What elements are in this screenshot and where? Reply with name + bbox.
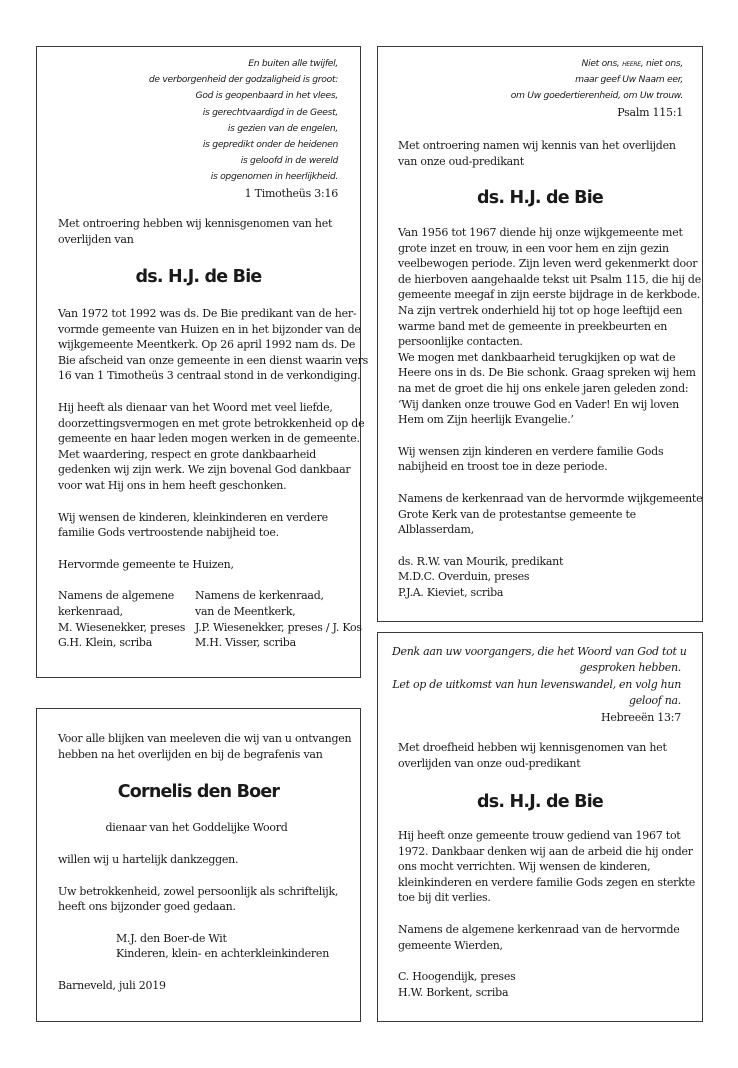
signature-line: M.H. Visser, scriba (195, 636, 296, 650)
verse-line: is geloofd in de wereld (240, 155, 338, 167)
verse-line: Let op de uitkomst van hun levenswandel, en volg hun (392, 677, 681, 691)
text-line: Namens de kerkenraad van de hervormde wijkgemeente (398, 491, 703, 505)
text-line: Met ontroering namen wij kennis van het overlijden (398, 139, 676, 152)
text-line: gedenken wij zijn werk. We zijn bovenal God dankbaar (58, 463, 351, 477)
signature-block-right (195, 588, 362, 650)
verse-line: geloof na. (628, 694, 681, 708)
text-line: Van 1972 tot 1992 was ds. De Bie predikant van de her- (58, 307, 357, 320)
paragraph (58, 306, 369, 384)
paragraph (398, 225, 701, 428)
intro-text (398, 740, 694, 771)
verse-line: Niet ons, heere, niet ons, (581, 58, 683, 69)
bible-verse (392, 644, 687, 710)
signature-line: P.J.A. Kieviet, scriba (398, 585, 504, 599)
text-line: Hem om Zijn heerlijk Evangelie.’ (398, 413, 574, 427)
text-line: Heere ons in ds. De Bie schonk. Graag spreken wij hem (398, 366, 696, 380)
verse-line: de verborgenheid der godzaligheid is groot: (148, 74, 338, 86)
signature-line: G.H. Klein, scriba (58, 636, 153, 650)
signature-line: M.D.C. Overduin, preses (398, 570, 530, 584)
text-line: kleinkinderen en verdere familie Gods zegen en sterkte (398, 875, 696, 889)
signature-line: ds. R.W. van Mourik, predikant (398, 554, 564, 568)
text-line: overlijden van (58, 232, 134, 246)
verse-line: Denk aan uw voorgangers, die het Woord van God tot u (392, 645, 687, 658)
text-line: Met droefheid hebben wij kennisgenomen van het (398, 741, 667, 754)
paragraph: willen wij u hartelijk dankzeggen. (58, 853, 239, 866)
verse-reference: Hebreeën 13:7 (601, 710, 681, 724)
paragraph (398, 922, 694, 953)
text-line: warme band met de gemeente in preekbeurten en (398, 319, 668, 333)
text-line: de hierboven aangehaalde tekst uit Psalm 115, die hij de (398, 272, 701, 286)
text-line: We mogen met dankbaarheid terugkijken op wat de (398, 350, 676, 364)
text-line: doorzettingsvermogen en met grote betrokkenheid op de (58, 416, 365, 430)
verse-line: gesproken hebben. (579, 661, 681, 675)
signatures (58, 588, 362, 650)
text-line: nabijheid en troost toe in deze periode. (398, 460, 608, 474)
signature-line: C. Hoogendijk, preses (398, 970, 516, 984)
text-line: Wij wensen de kinderen, kleinkinderen en verdere (58, 510, 328, 524)
text-line: familie Gods vertroostende nabijheid toe. (58, 526, 279, 540)
obituary-notice-alblasserdam (377, 46, 703, 622)
verse-line: om Uw goedertierenheid, om Uw trouw. (510, 90, 683, 102)
text-line: Uw betrokkenheid, zowel persoonlijk als schriftelijk, (58, 884, 339, 898)
text-line: wijkgemeente Meentkerk. Op 26 april 1992 nam ds. De (58, 338, 356, 352)
text-line: grote inzet en trouw, in een voor hem en zijn gezin (398, 241, 669, 255)
text-line: Met waardering, respect en grote dankbaarheid (58, 447, 317, 461)
subtitle: dienaar van het Goddelijke Woord (105, 821, 288, 834)
text-line: Hij heeft onze gemeente trouw gediend van 1967 tot (398, 829, 681, 842)
text-line: Wij wensen zijn kinderen en verdere familie Gods (398, 444, 664, 458)
deceased-name: Cornelis den Boer (117, 782, 280, 802)
text-line: 16 van 1 Timotheüs 3 centraal stond in de verkondiging. (58, 369, 361, 383)
paragraph (58, 510, 352, 541)
text-line: Van 1956 tot 1967 diende hij onze wijkgemeente met (398, 226, 683, 239)
text-line: Bie afscheid van onze gemeente in een dienst waarin vers (58, 353, 369, 367)
signature-line: van de Meentkerk, (195, 604, 296, 618)
text-line: gemeente en haar leden mogen werken in de gemeente. (58, 432, 360, 446)
congregation-line: Hervormde gemeente te Huizen, (58, 557, 234, 571)
place-date: Barneveld, juli 2019 (58, 978, 166, 992)
signature-block (398, 969, 694, 1000)
smallcaps-lord: heere (622, 58, 641, 69)
paragraph (58, 400, 365, 494)
text-line: Voor alle blijken van meeleven die wij van u ontvangen (58, 732, 352, 745)
text-line: veelbewogen periode. Zijn leven werd gekenmerkt door (398, 257, 698, 271)
verse-line: God is geopenbaard in het vlees, (195, 90, 338, 102)
signature-line: M. Wiesenekker, preses (58, 620, 186, 634)
signature-line: H.W. Borkent, scriba (398, 985, 509, 999)
text-line: voor wat Hij ons in hem heeft geschonken. (58, 478, 287, 492)
verse-line: is opgenomen in heerlijkheid. (210, 171, 338, 183)
text-line: Grote Kerk van de protestantse gemeente te (398, 507, 636, 521)
verse-line: maar geef Uw Naam eer, (575, 74, 683, 86)
paragraph (398, 491, 703, 538)
signature-line: M.J. den Boer-de Wit (116, 931, 227, 945)
text-line: ‘Wij danken onze trouwe God en Vader! En wij loven (398, 397, 679, 411)
paragraph (58, 884, 352, 915)
text-line: hebben na het overlijden en bij de begrafenis van (58, 747, 323, 761)
intro-text (398, 138, 694, 169)
signature-line: Namens de algemene (58, 589, 175, 603)
verse-reference: Psalm 115:1 (617, 105, 683, 119)
deceased-name: ds. H.J. de Bie (135, 267, 262, 287)
text-line: van onze oud-predikant (398, 154, 524, 168)
paragraph (398, 444, 694, 475)
signature-block (58, 931, 352, 962)
text-line: Alblasserdam, (398, 523, 474, 537)
text-line: toe bij dit verlies. (398, 891, 491, 905)
bible-verse (398, 56, 683, 105)
verse-line: En buiten alle twijfel, (248, 58, 338, 69)
text-line: gemeente meegaf in zijn eerste bijdrage in de kerkbode. (398, 288, 700, 302)
intro-text (58, 216, 348, 247)
paragraph (398, 828, 694, 906)
thank-you-notice-barneveld (36, 708, 361, 1022)
text-line: heeft ons bijzonder goed gedaan. (58, 900, 236, 914)
verse-line: is gepredikt onder de heidenen (202, 139, 338, 151)
text-line: persoonlijke contacten. (398, 335, 523, 349)
text-line: Na zijn vertrek onderhield hij tot op hoge leeftijd een (398, 303, 683, 317)
signature-line: J.P. Wiesenekker, preses / J. Kos (195, 620, 362, 634)
intro-text (58, 731, 352, 762)
text-line: ons mocht verrichten. Wij wensen de kinderen, (398, 860, 651, 874)
verse-line: is gerechtvaardigd in de Geest, (202, 106, 338, 118)
verse-line: is gezien van de engelen, (227, 122, 338, 134)
obituary-notice-huizen (36, 46, 369, 678)
text-line: Met ontroering hebben wij kennisgenomen van het (58, 217, 333, 230)
signature-block-left (58, 588, 195, 650)
deceased-name: ds. H.J. de Bie (477, 188, 603, 208)
signature-block (398, 554, 694, 601)
signature-line: Namens de kerkenraad, (195, 589, 324, 603)
obituary-notice-wierden (377, 632, 703, 1022)
deceased-name: ds. H.J. de Bie (477, 792, 603, 812)
text-line: na met de groet die hij ons enkele jaren geleden zond: (398, 381, 689, 395)
text-line: 1972. Dankbaar denken wij aan de arbeid die hij onder (398, 844, 693, 858)
text-line: vormde gemeente van Huizen en in het bijzonder van de (58, 322, 361, 336)
signature-line: kerkenraad, (58, 604, 123, 618)
text-line: gemeente Wierden, (398, 938, 503, 952)
text-line: Namens de algemene kerkenraad van de hervormde (398, 922, 680, 936)
text-line: overlijden van onze oud-predikant (398, 756, 581, 770)
bible-verse (58, 56, 338, 186)
verse-reference: 1 Timotheüs 3:16 (244, 186, 338, 200)
text-line: Hij heeft als dienaar van het Woord met veel liefde, (58, 400, 333, 414)
signature-line: Kinderen, klein- en achterkleinkinderen (116, 947, 330, 961)
